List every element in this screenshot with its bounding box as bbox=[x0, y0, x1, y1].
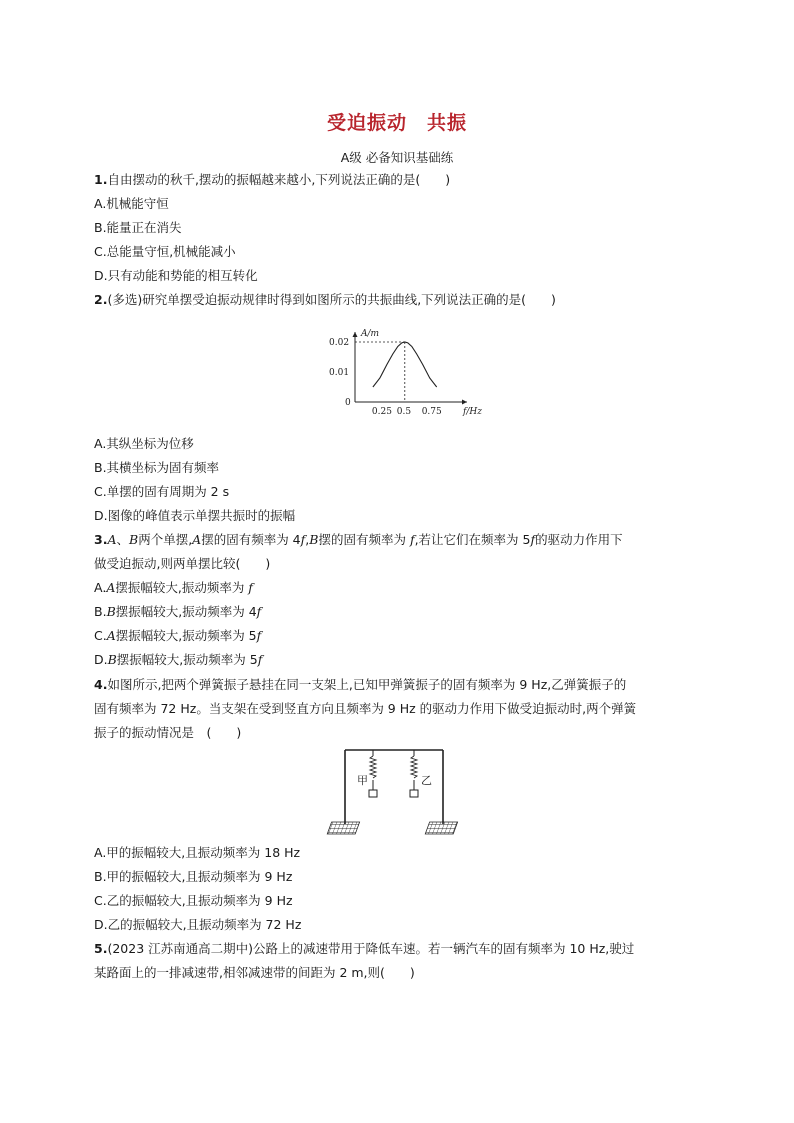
option-letter: D. bbox=[94, 652, 108, 667]
spring-right-label: 乙 bbox=[421, 774, 432, 787]
question-1-option-b: B.能量正在消失 bbox=[94, 220, 182, 235]
frequency-symbol: f bbox=[409, 532, 415, 547]
question-5-stem-line-1 bbox=[94, 940, 634, 958]
option-letter: B. bbox=[94, 604, 107, 619]
pendulum-b-label: B bbox=[129, 532, 139, 547]
question-3-stem-line-1 bbox=[94, 531, 623, 549]
question-2-option-b: B.其横坐标为固有频率 bbox=[94, 460, 220, 475]
pendulum-a-label: A bbox=[106, 628, 116, 643]
stem-text: 摆的固有频率为 bbox=[318, 532, 410, 547]
stem-text: 两个单摆, bbox=[138, 532, 193, 547]
stem-text: , bbox=[305, 532, 310, 547]
frequency-symbol: f bbox=[248, 580, 253, 595]
question-number: 1. bbox=[94, 172, 108, 187]
question-4-stem-line-1 bbox=[94, 676, 626, 694]
question-number: 5. bbox=[94, 941, 108, 956]
option-text: 摆振幅较大,振动频率为 4 bbox=[115, 604, 257, 619]
y-axis-label: A/m bbox=[361, 329, 380, 339]
question-3-option-a bbox=[94, 579, 253, 597]
x-tick-label: 0.25 bbox=[371, 407, 392, 417]
stem-text: 自由摆动的秋千,摆动的振幅越来越小,下列说法正确的是( ) bbox=[107, 172, 451, 187]
ground-base-left bbox=[327, 822, 359, 834]
stem-text: 摆的固有频率为 4 bbox=[201, 532, 301, 547]
pendulum-b-label: B bbox=[107, 652, 117, 667]
spring-left-label: 甲 bbox=[357, 774, 368, 787]
ground-base-right bbox=[425, 822, 457, 834]
resonance-curve bbox=[373, 342, 437, 387]
question-4-stem-line-2: 固有频率为 72 Hz。当支架在受到竖直方向且频率为 9 Hz 的驱动力作用下做受迫振动时,两个弹簧 bbox=[94, 701, 637, 716]
option-letter: C. bbox=[94, 628, 107, 643]
option-text: 摆振幅较大,振动频率为 5 bbox=[116, 652, 258, 667]
x-axis-label: f/Hz bbox=[463, 407, 482, 417]
question-4-option-d: D.乙的振幅较大,且振动频率为 72 Hz bbox=[94, 917, 302, 932]
spring-left-icon bbox=[369, 750, 377, 797]
x-axis-arrow bbox=[462, 400, 467, 405]
section-subtitle: A级 必备知识基础练 bbox=[340, 150, 454, 165]
question-4-option-b: B.甲的振幅较大,且振动频率为 9 Hz bbox=[94, 869, 293, 884]
question-2-option-a: A.其纵坐标为位移 bbox=[94, 436, 194, 451]
question-5-stem-line-2: 某路面上的一排减速带,相邻减速带的间距为 2 m,则( ) bbox=[94, 965, 415, 980]
page-title: 受迫振动 共振 bbox=[326, 112, 467, 134]
question-4-option-a: A.甲的振幅较大,且振动频率为 18 Hz bbox=[94, 845, 301, 860]
question-3-option-d bbox=[94, 651, 262, 669]
origin-label: 0 bbox=[345, 398, 351, 408]
question-1-stem bbox=[94, 171, 450, 189]
question-4-stem-line-3: 振子的振动情况是 ( ) bbox=[94, 725, 242, 740]
question-1-option-c: C.总能量守恒,机械能减小 bbox=[94, 244, 236, 259]
question-3-stem-line-2: 做受迫振动,则两单摆比较( ) bbox=[94, 556, 271, 571]
question-2-stem bbox=[94, 291, 556, 309]
frequency-symbol: f bbox=[256, 628, 262, 643]
y-axis-arrow bbox=[353, 332, 358, 337]
stem-text: ,若让它们在频率为 5 bbox=[414, 532, 531, 547]
stem-text: (2023 江苏南通高二期中)公路上的减速带用于降低车速。若一辆汽车的固有频率为 10 Hz,驶过 bbox=[107, 941, 635, 956]
y-tick-label: 0.01 bbox=[329, 368, 350, 378]
spring-right-icon bbox=[410, 750, 418, 797]
question-number: 2. bbox=[94, 292, 108, 307]
spring-oscillator-figure bbox=[325, 744, 465, 840]
question-2-option-c: C.单摆的固有周期为 2 s bbox=[94, 484, 230, 499]
question-3-option-b bbox=[94, 603, 261, 621]
question-2-option-d: D.图像的峰值表示单摆共振时的振幅 bbox=[94, 508, 296, 523]
option-text: 摆振幅较大,振动频率为 bbox=[115, 580, 249, 595]
pendulum-b-label: B bbox=[106, 604, 116, 619]
frequency-symbol: f bbox=[257, 652, 263, 667]
stem-text: 、 bbox=[116, 532, 129, 547]
resonance-chart bbox=[320, 320, 482, 420]
pendulum-a-label: A bbox=[192, 532, 202, 547]
question-3-option-c bbox=[94, 627, 261, 645]
y-tick-label: 0.02 bbox=[329, 338, 350, 348]
question-number: 4. bbox=[94, 677, 108, 692]
pendulum-a-label: A bbox=[107, 532, 117, 547]
x-tick-label: 0.5 bbox=[396, 407, 412, 417]
question-1-option-a: A.机械能守恒 bbox=[94, 196, 169, 211]
chart-layer bbox=[329, 329, 482, 417]
pendulum-a-label: A bbox=[106, 580, 116, 595]
question-1-option-d: D.只有动能和势能的相互转化 bbox=[94, 268, 258, 283]
stem-text: (多选)研究单摆受迫振动规律时得到如图所示的共振曲线,下列说法正确的是( ) bbox=[107, 292, 556, 307]
frequency-symbol: f bbox=[530, 532, 536, 547]
question-number: 3. bbox=[94, 532, 108, 547]
pendulum-b-label: B bbox=[309, 532, 319, 547]
frequency-symbol: f bbox=[256, 604, 262, 619]
stem-text: 如图所示,把两个弹簧振子悬挂在同一支架上,已知甲弹簧振子的固有频率为 9 Hz,乙弹簧振子的 bbox=[107, 677, 627, 692]
stem-text: 的驱动力作用下 bbox=[535, 532, 623, 547]
x-tick-label: 0.75 bbox=[421, 407, 442, 417]
frequency-symbol: f bbox=[300, 532, 306, 547]
option-text: 摆振幅较大,振动频率为 5 bbox=[115, 628, 257, 643]
question-4-option-c: C.乙的振幅较大,且振动频率为 9 Hz bbox=[94, 893, 293, 908]
option-letter: A. bbox=[94, 580, 107, 595]
